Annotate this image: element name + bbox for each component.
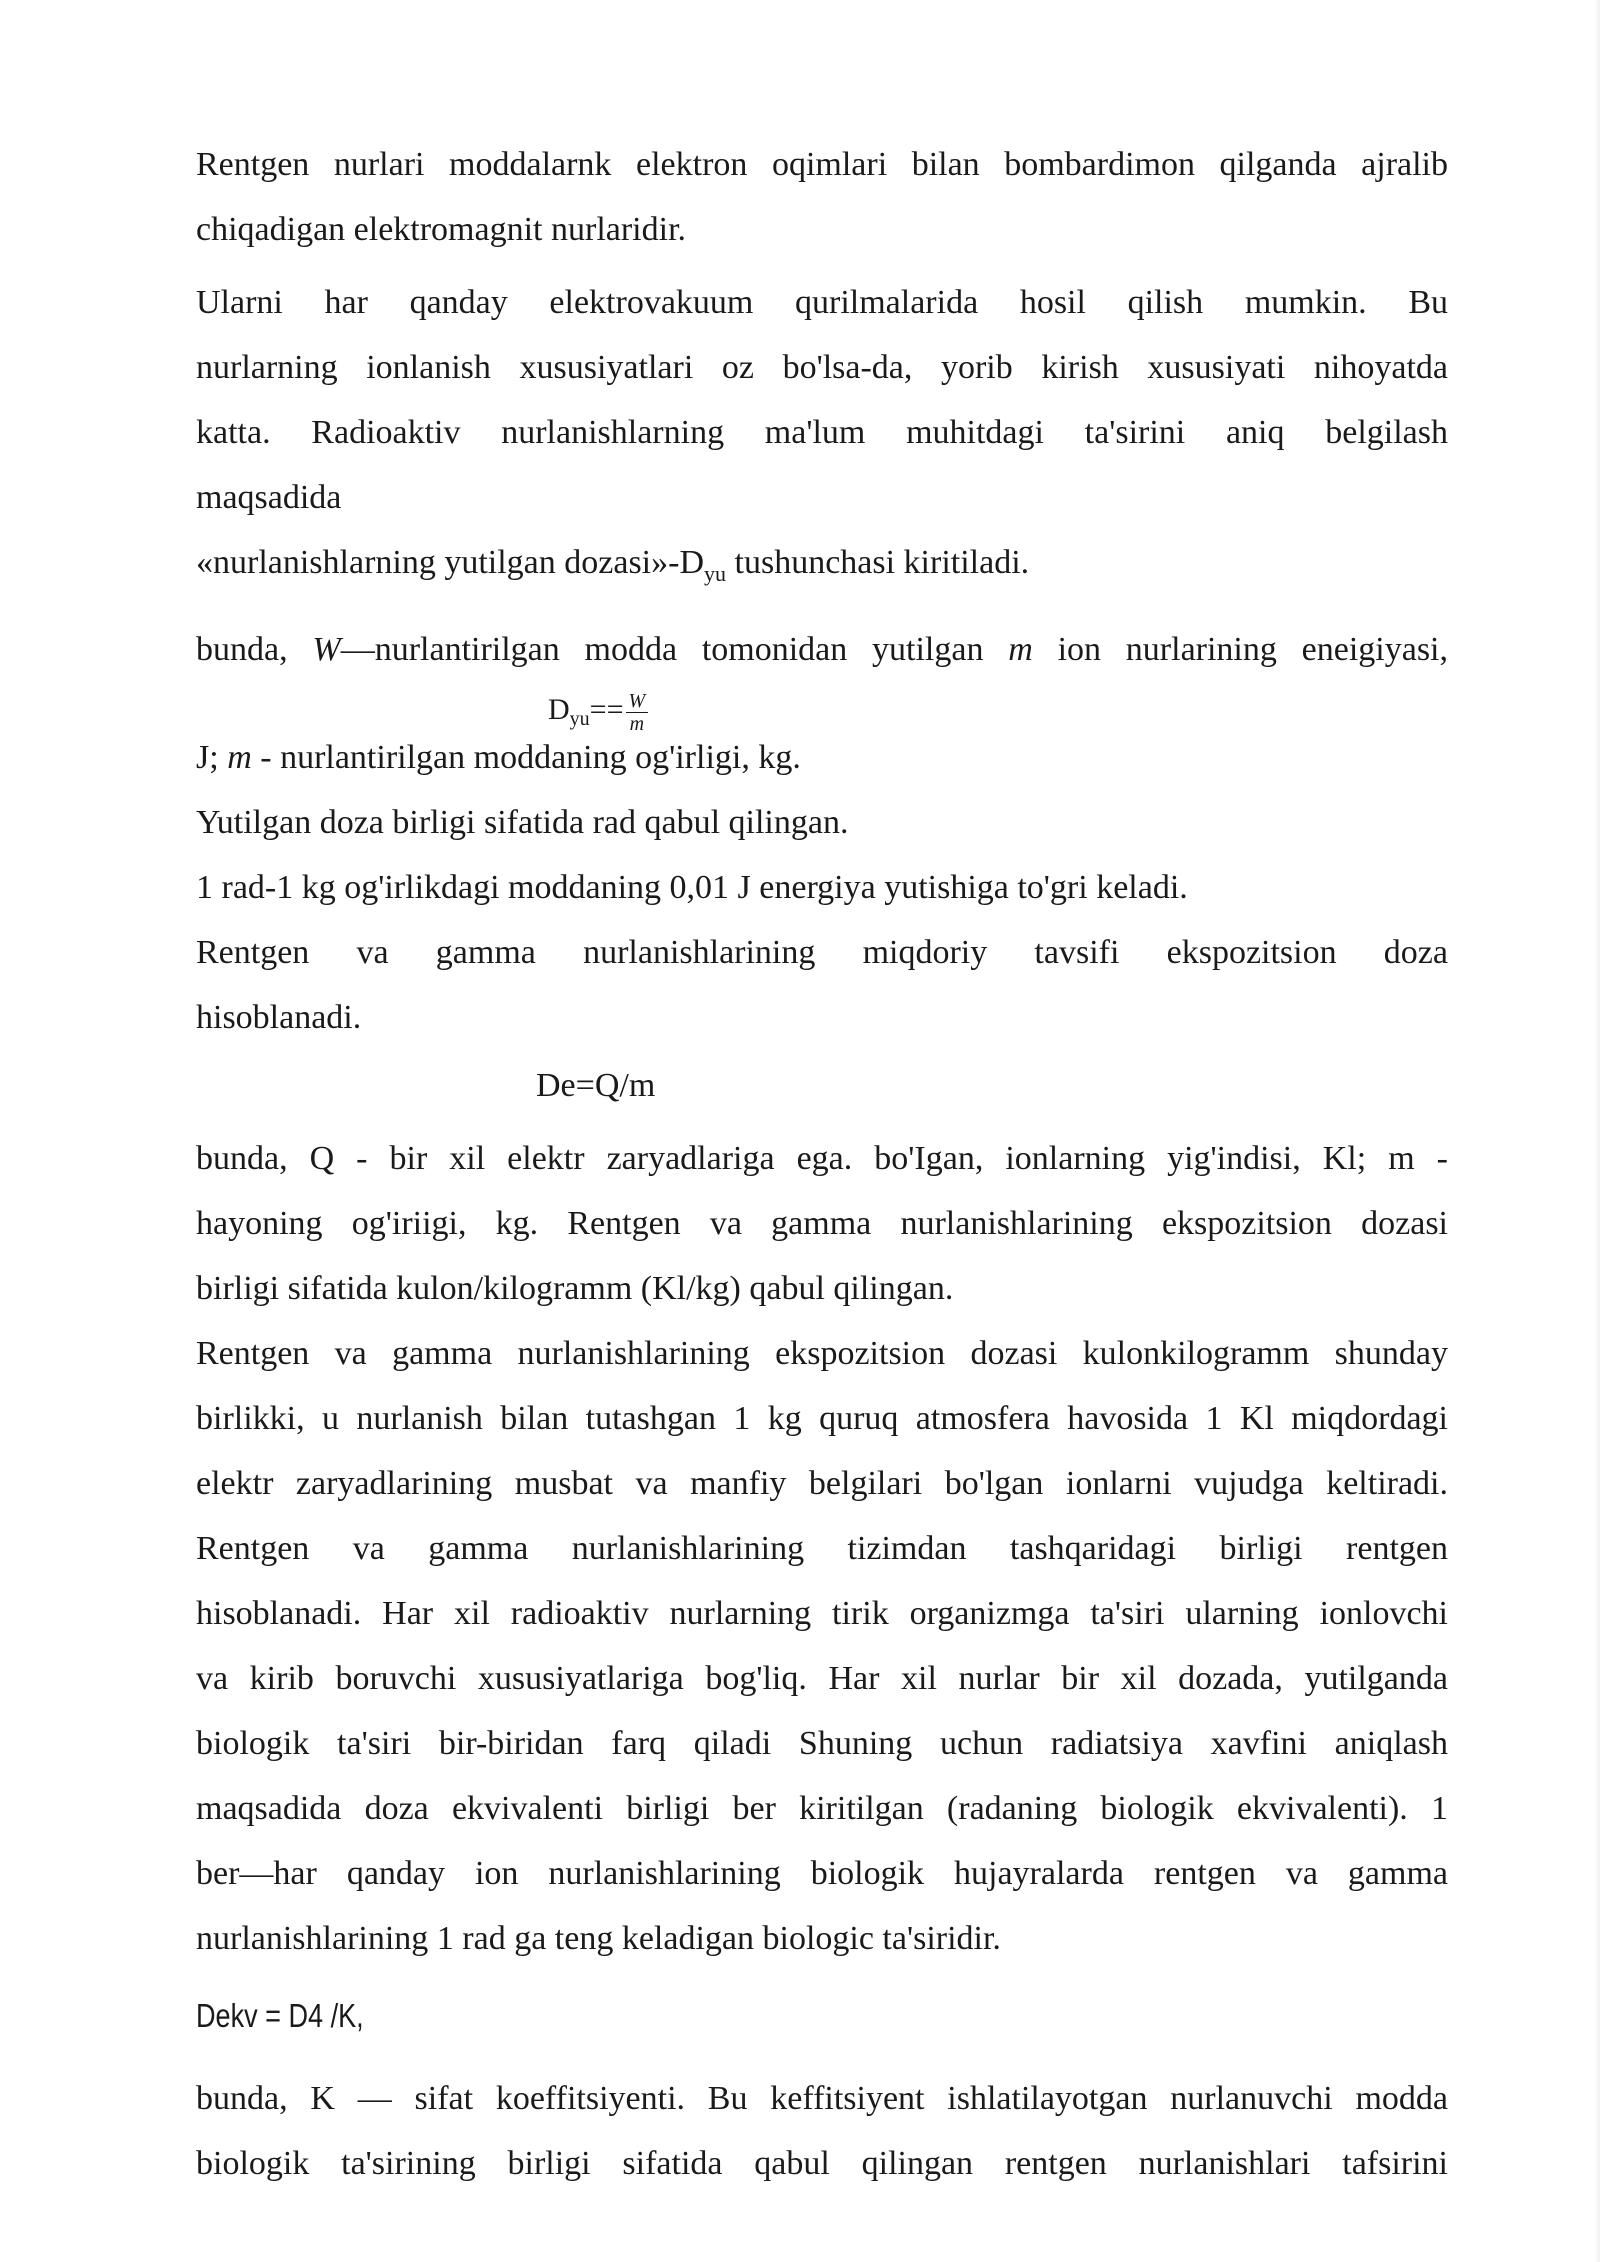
paragraph-line: katta. Radioaktiv nurlanishlarning ma'lum muhitdagi ta'sirini aniq belgilash xyxy=(196,414,1448,451)
paragraph-line: Ularni har qanday elektrovakuum qurilmalarida hosil qilish mumkin. Bu xyxy=(196,284,1448,321)
paragraph-line: 1 rad-1 kg og'irlikdagi moddaning 0,01 J energiya yutishiga to'gri keladi. xyxy=(196,869,1188,906)
text-span: bunda, xyxy=(196,631,313,668)
paragraph-line: chiqadigan elektromagnit nurlaridir. xyxy=(196,211,687,248)
paragraph-line: maqsadida doza ekvivalenti birligi ber kiritilgan (radaning biologik ekvivalenti). 1 xyxy=(196,1790,1448,1827)
paragraph-line: Rentgen va gamma nurlanishlarining miqdoriy tavsifi ekspozitsion doza xyxy=(196,934,1448,971)
paragraph-line: va kirib boruvchi xususiyatlariga bog'liq. Har xil nurlar bir xil dozada, yutilganda xyxy=(196,1660,1448,1697)
paragraph-line: hisoblanadi. xyxy=(196,999,362,1036)
paragraph-line: hisoblanadi. Har xil radioaktiv nurlarning tirik organizmga ta'siri ularning ionlovchi xyxy=(196,1595,1448,1632)
paragraph-line: birligi sifatida kulon/kilogramm (Kl/kg) qabul qilingan. xyxy=(196,1270,954,1307)
text-span: ion nurlarining eneigiyasi, xyxy=(1032,631,1448,668)
formula-symbol: D xyxy=(548,693,570,726)
paragraph-line: nurlanishlarining 1 rad ga teng keladigan biologic ta'siridir. xyxy=(196,1920,1001,1957)
exposure-dose-formula: De=Q/m xyxy=(536,1067,656,1104)
paragraph-line: maqsadida xyxy=(196,479,342,516)
text-span: J; xyxy=(196,739,228,776)
paragraph-line: elektr zaryadlarining musbat va manfiy belgilari bo'lgan ionlarni vujudga keltiradi. xyxy=(196,1465,1448,1502)
paragraph-line: hayoning og'iriigi, kg. Rentgen va gamma nurlanishlarining ekspozitsion dozasi xyxy=(196,1205,1448,1242)
paragraph-line xyxy=(196,543,1448,586)
text-span: - nurlantirilgan moddaning og'irligi, kg. xyxy=(251,739,801,776)
text-span: «nurlanishlarning yutilgan dozasi»-D xyxy=(196,544,705,581)
paragraph-line: biologik ta'sirining birligi sifatida qabul qilingan rentgen nurlanishlari tafsirini xyxy=(196,2145,1448,2182)
paragraph-line: Rentgen nurlari moddalarnk elektron oqimlari bilan bombardimon qilganda ajralib xyxy=(196,146,1448,183)
fraction-numerator: W xyxy=(626,690,649,713)
paragraph-line: bunda, K — sifat koeffitsiyenti. Bu keffitsiyent ishlatilayotgan nurlanuvchi modda xyxy=(196,2080,1448,2117)
paragraph-line: bunda, Q - bir xil elektr zaryadlariga ega. bo'Igan, ionlarning yig'indisi, Kl; m - xyxy=(196,1140,1448,1177)
formula-equals: == xyxy=(589,693,624,726)
text-span: —nurlantirilgan modda tomonidan yutilgan xyxy=(340,631,1009,668)
subscript: yu xyxy=(704,561,727,586)
variable-w: W xyxy=(312,631,341,668)
page-edge-shadow xyxy=(1594,0,1600,2262)
absorbed-dose-formula xyxy=(548,685,848,735)
paragraph-line: biologik ta'siri bir-biridan farq qiladi Shuning uchun radiatsiya xavfini aniqlash xyxy=(196,1725,1448,1762)
paragraph-line: birlikki, u nurlanish bilan tutashgan 1 kg quruq atmosfera havosida 1 Kl miqdordagi xyxy=(196,1400,1448,1437)
paragraph-line: nurlarning ionlanish xususiyatlari oz bo'lsa-da, yorib kirish xususiyati nihoyatda xyxy=(196,349,1448,386)
variable-m: m xyxy=(227,739,252,776)
subscript: yu xyxy=(569,708,590,730)
paragraph-line: ber—har qanday ion nurlanishlarining biologik hujayralarda rentgen va gamma xyxy=(196,1855,1448,1892)
paragraph-line: Rentgen va gamma nurlanishlarining ekspozitsion dozasi kulonkilogramm shunday xyxy=(196,1335,1448,1372)
paragraph-line xyxy=(196,630,1448,670)
variable-m: m xyxy=(1008,631,1033,668)
fraction-denominator: m xyxy=(629,712,645,735)
dose-equivalent-formula: Dekv = D4 /K, xyxy=(196,1997,364,2034)
paragraph-line: Rentgen va gamma nurlanishlarining tizimdan tashqaridagi birligi rentgen xyxy=(196,1530,1448,1567)
text-span: tushunchasi kiritiladi. xyxy=(726,544,1030,581)
paragraph-line xyxy=(196,738,1448,778)
fraction xyxy=(626,690,649,735)
paragraph-line: Yutilgan doza birligi sifatida rad qabul qilingan. xyxy=(196,804,849,841)
